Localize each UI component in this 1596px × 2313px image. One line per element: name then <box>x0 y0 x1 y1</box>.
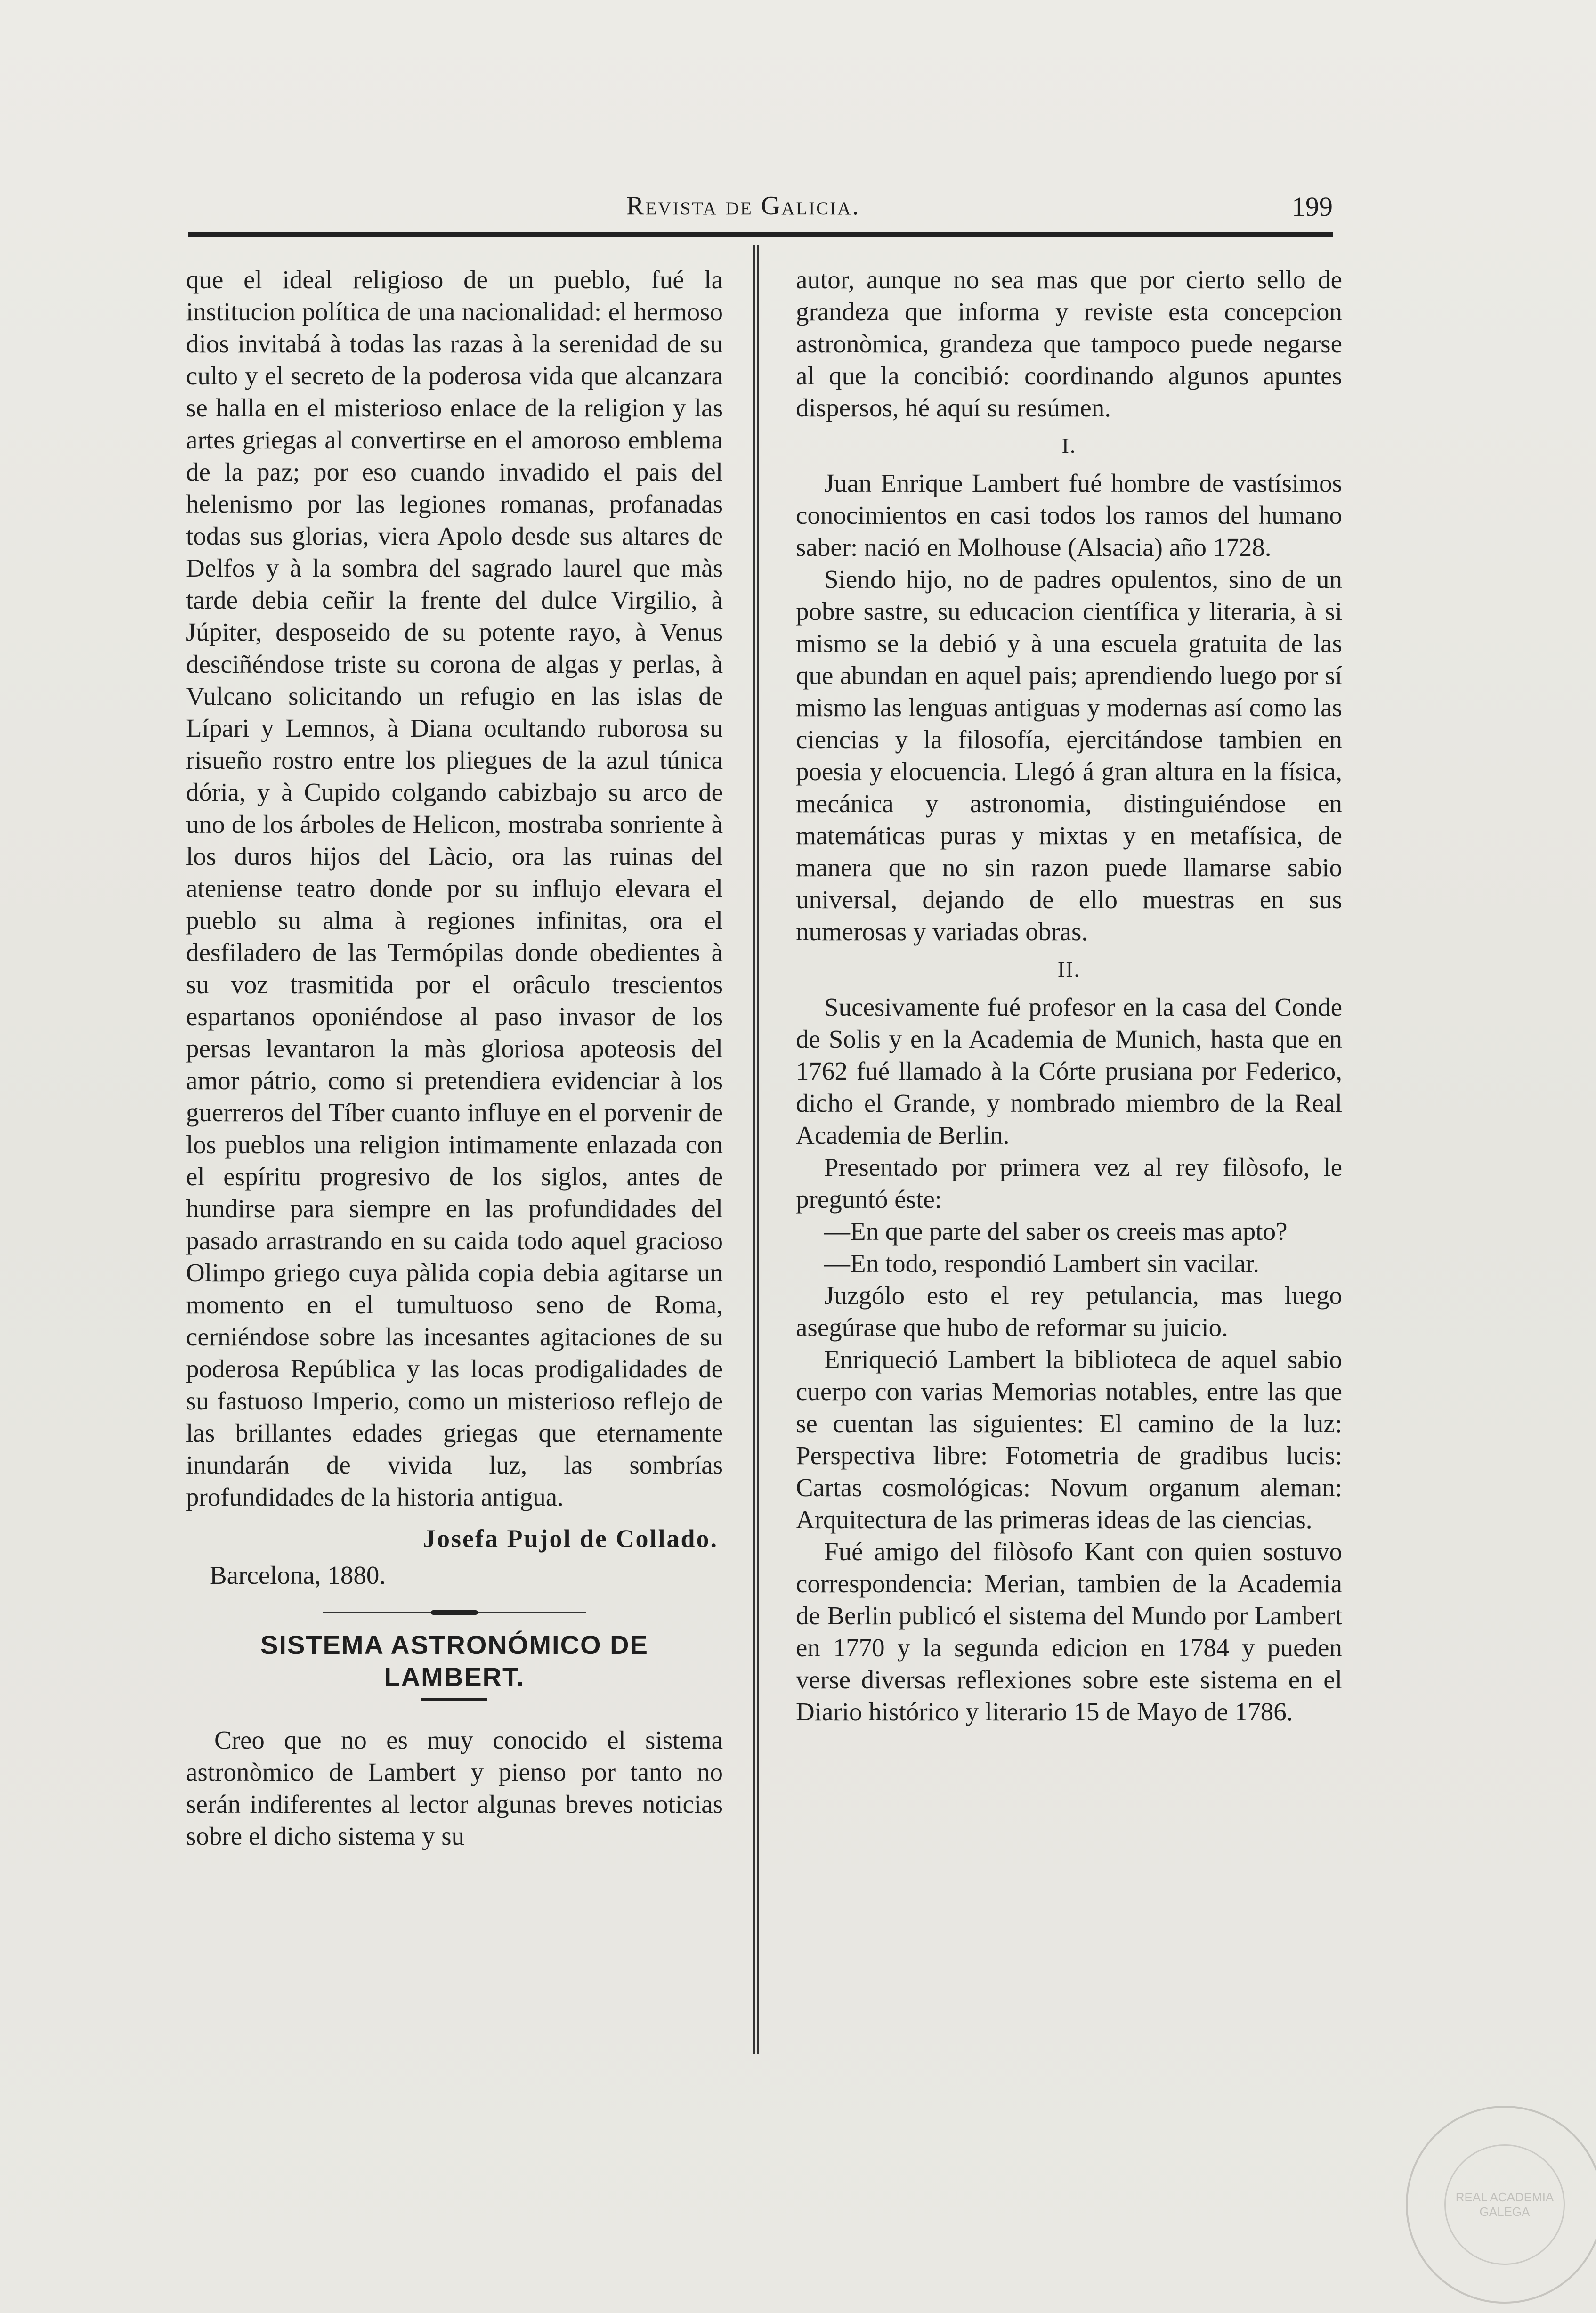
page-number: 199 <box>1292 191 1333 222</box>
section-title: SISTEMA ASTRONÓMICO DE LAMBERT. <box>260 1630 648 1692</box>
right-paragraph-1: autor, aunque no sea mas que por cierto sello de grandeza que informa y reviste esta concepcion astronòmica, grandeza que tampoco puede negarse al que la concibió: coordinando algunos apuntes dispersos, hé aquí su resúmen. <box>796 265 1342 422</box>
section-numeral-1: I. <box>1061 433 1077 457</box>
left-paragraph-2: Creo que no es muy conocido el sistema astronòmico de Lambert y pienso por tanto no serán indiferentes al lector algunas breves noticias sobre el dicho sistema y su <box>186 1726 723 1850</box>
right-paragraph-4: Sucesivamente fué profesor en la casa del Conde de Solis y en la Academia de Munich, hasta que en 1762 fué llamado à la Córte prusiana por Federico, dicho el Grande, y nombrado miembro de la Real Academia de Berlin. <box>796 993 1342 1149</box>
right-paragraph-8: Juzgólo esto el rey petulancia, mas luego asegúrase que hubo de reformar su juicio. <box>796 1281 1342 1342</box>
title-rule <box>421 1698 487 1701</box>
left-paragraph-1: que el ideal religioso de un pueblo, fué la institucion política de una nacionalidad: el hermoso dios invitabá à todas las razas à la serenidad de su culto y el secreto de la poderosa vida que alcanzara se halla en el misterioso enlace de la religion y las artes griegas al convertirse en el amoroso emblema de la paz; por eso cuando invadido el pais del helenismo por las legiones romanas, profanadas todas sus glorias, viera Apolo desde sus altares de Delfos y à la sombra del sagrado laurel que màs tarde debia ceñir la frente del dulce Virgilio, à Júpiter, desposeido de su potente rayo, à Venus desciñéndose triste su corona de algas y perlas, à Vulcano solicitando un refugio en las islas de Lípari y Lemnos, à Diana ocultando ruborosa su risueño rostro entre los pliegues de la azul túnica dória, y à Cupido colgando cabizbajo su arco de uno de los árboles de Helicon, mostraba sonriente à los duros hijos del Làcio, ora las ruinas del ateniense teatro donde por su influjo elevara el pueblo su alma à regiones infinitas, ora el desfiladero de las Termópilas donde obedientes à su voz trasmitida por el orâculo trescientos espartanos oponiéndose al paso invasor de los persas levantaron la màs gloriosa apoteosis del amor pátrio, como si pretendiera evidenciar à los guerreros del Tíber cuanto influye en el porvenir de los pueblos una religion intimamente enlazada con el espíritu progresivo de los siglos, antes de hundirse para siempre en las profundidades del pasado arrastrando en su caida todo aquel gracioso Olimpo griego cuya pàlida copia debia agitarse un momento en el tumultuoso seno de Roma, cerniéndose sobre las incesantes agitaciones de su poderosa República y las locas prodigalidades de su fastuoso Imperio, como un misterioso reflejo de las brillantes edades griegas que eternamente inundarán de vivida luz, las sombrías profundidades de la historia antigua. <box>186 265 723 1511</box>
right-column <box>796 264 1342 1728</box>
library-stamp <box>1406 2106 1596 2304</box>
running-title: Revista de Galicia. <box>626 191 860 220</box>
author-signature: Josefa Pujol de Collado. <box>422 1524 718 1553</box>
left-column <box>186 264 723 1852</box>
running-header <box>188 191 1333 228</box>
right-paragraph-6: —En que parte del saber os creeis mas apto? <box>824 1217 1288 1246</box>
column-divider <box>753 245 759 2054</box>
right-paragraph-7: —En todo, respondió Lambert sin vacilar. <box>824 1249 1260 1278</box>
right-paragraph-5: Presentado por primera vez al rey filòsofo, le preguntó éste: <box>796 1153 1342 1214</box>
ornamental-divider <box>323 1610 586 1615</box>
right-paragraph-3: Siendo hijo, no de padres opulentos, sino de un pobre sastre, su educacion científica y literaria, à si mismo se la debió y à una escuela gratuita de las que abundan en aquel pais; aprendiendo luego por sí mismo las lenguas antiguas y modernas así como las ciencias y la filosofía, ejercitándose tambien en poesia y elocuencia. Llegó á gran altura en la física, mecánica y astronomia, distinguiéndose en matemáticas puras y mixtas y en metafísica, de manera que no sin razon puede llamarse sabio universal, dejando de ello muestras en sus numerosas y variadas obras. <box>796 565 1342 946</box>
section-numeral-2: II. <box>1057 957 1081 981</box>
stamp-text: REAL ACADEMIA GALEGA <box>1444 2144 1565 2265</box>
right-paragraph-2: Juan Enrique Lambert fué hombre de vastísimos conocimientos en casi todos los ramos del humano saber: nació en Molhouse (Alsacia) año 1728. <box>796 469 1342 562</box>
right-paragraph-9: Enriqueció Lambert la biblioteca de aquel sabio cuerpo con varias Memorias notables, entre las que se cuentan las siguientes: El camino de la luz: Perspectiva libre: Fotometria de gradibus lucis: Cartas cosmológicas: Novum organum aleman: Arquitectura de las primeras ideas de las ciencias. <box>796 1345 1342 1534</box>
right-paragraph-10: Fué amigo del filòsofo Kant con quien sostuvo correspondencia: Merian, tambien de la Academia de Berlin publicó el sistema del Mundo por Lambert en 1770 y la segunda edicion en 1784 y pueden verse diversas reflexiones sobre este sistema en el Diario histórico y literario 15 de Mayo de 1786. <box>796 1537 1342 1726</box>
header-rule <box>188 232 1333 237</box>
place-date: Barcelona, 1880. <box>210 1561 386 1589</box>
